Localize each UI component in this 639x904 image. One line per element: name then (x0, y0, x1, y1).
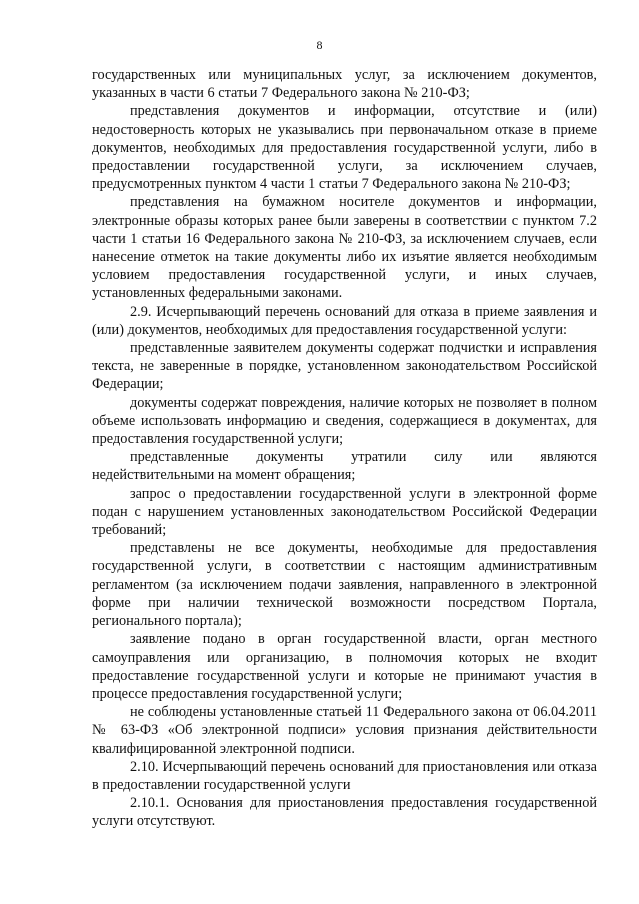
section-2-9-heading: 2.9. Исчерпывающий перечень оснований для отказа в приеме заявления и (или) документов, необходимых для предоставления государственной услуги: (92, 303, 597, 338)
section-2-10-heading: 2.10. Исчерпывающий перечень оснований для приостановления или отказа в предоставлении государственной услуги (92, 758, 597, 793)
paragraph-list-item: представления документов и информации, отсутствие и (или) недостоверность которых не указывались при первоначальном отказе в приеме документов, необходимых для предоставления государственной услуги, либо в предоставлении государственной услуги, за исключением случаев, предусмотренных пунктом 4 части 1 статьи 7 Федерального закона № 210-ФЗ; (92, 103, 597, 193)
section-2-10-1-paragraph: 2.10.1. Основания для приостановления предоставления государственной услуги отсутствуют. (92, 795, 597, 830)
paragraph-list-item: представлены не все документы, необходимые для предоставления государственной услуги, в соответствии с настоящим административным регламентом (за исключением подачи заявления, направленного в электронной форме при наличии технической возможности посредством Портала, регионального портала); (92, 540, 597, 630)
paragraph-list-item: представления на бумажном носителе документов и информации, электронные образы которых ранее были заверены в соответствии с пунктом 7.2 части 1 статьи 16 Федерального закона № 210-ФЗ, за исключением случаев, если нанесение отметок на такие документы либо их изъятие является необходимым условием предоставления государственной услуги, и иных случаев, установленных федеральными законами. (92, 194, 597, 302)
paragraph-list-item: заявление подано в орган государственной власти, орган местного самоуправления или организацию, в полномочия которых не входит предоставление государственной услуги и которые не принимают участия в процессе предоставления государственной услуги; (92, 631, 597, 702)
paragraph-list-item: документы содержат повреждения, наличие которых не позволяет в полном объеме использовать информацию и сведения, содержащиеся в документах, для предоставления государственной услуги; (92, 394, 597, 448)
paragraph-list-item: представленные документы утратили силу или являются недействительными на момент обращения; (92, 449, 597, 484)
paragraph-list-item: запрос о предоставлении государственной услуги в электронной форме подан с нарушением установленных законодательством Российской Федерации требований; (92, 485, 597, 539)
paragraph-continuation: государственных или муниципальных услуг, за исключением документов, указанных в части 6 статьи 7 Федерального закона № 210-ФЗ; (92, 67, 597, 102)
page-number: 8 (316, 38, 323, 52)
paragraph-list-item: представленные заявителем документы содержат подчистки и исправления текста, не заверенные в порядке, установленном законодательством Российской Федерации; (92, 340, 597, 393)
document-body (92, 66, 597, 831)
paragraph-list-item: не соблюдены установленные статьей 11 Федерального закона от 06.04.2011 № 63-ФЗ «Об электронной подписи» условия признания действительности квалифицированной электронной подписи. (92, 704, 597, 757)
